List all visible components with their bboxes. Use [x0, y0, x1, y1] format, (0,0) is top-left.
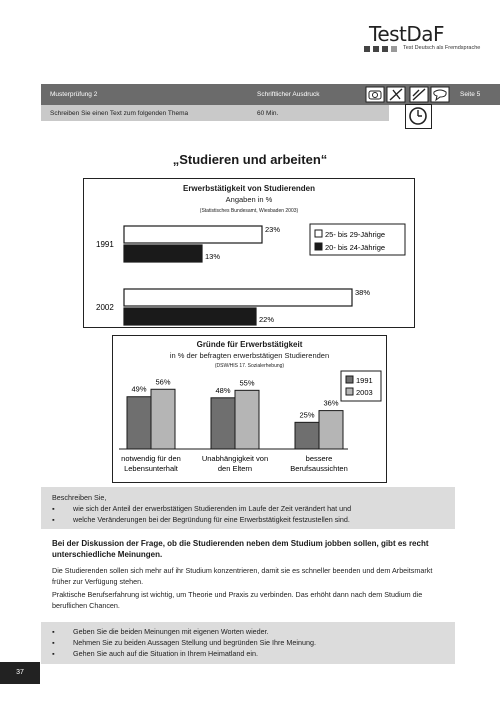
chart2-category-label: Berufsaussichten	[290, 464, 348, 473]
chart2-category-label: Lebensunterhalt	[124, 464, 178, 473]
chart2-legend-label: 2003	[356, 388, 373, 397]
chart-reasons	[112, 335, 387, 483]
chart2-title: Gründe für Erwerbstätigkeit	[196, 340, 303, 349]
chart1-legend-label: 25- bis 29-Jährige	[325, 230, 386, 239]
task1-bullet: welche Veränderungen bei der Begründung für eine Erwerbstätigkeit festzustellen sind.	[73, 515, 350, 524]
task2-bullet-marker: ▪	[52, 649, 55, 658]
chart2-source: (DSW/HIS 17. Sozialerhebung)	[214, 363, 285, 369]
chart-employment	[83, 178, 415, 328]
chart1-bar	[124, 226, 262, 243]
section-label: Schriftlicher Ausdruck	[257, 91, 320, 98]
task1-bullet: wie sich der Anteil der erwerbstätigen Studierenden im Laufe der Zeit verändert hat und	[73, 504, 352, 513]
chart1-legend-swatch	[315, 243, 322, 250]
chart1-value-label: 13%	[205, 252, 221, 261]
chart1-title: Erwerbstätigkeit von Studierenden	[182, 184, 316, 193]
chart1-bar	[124, 289, 352, 306]
chart2-subtitle: in % der befragten erwerbstätigen Studierenden	[169, 351, 330, 360]
chart1-value-label: 23%	[265, 225, 281, 234]
section-icons	[365, 86, 451, 103]
chart1-legend-swatch	[315, 230, 322, 237]
page-number: 37	[0, 662, 40, 684]
chart2-category-label: den Eltern	[217, 464, 253, 473]
chart2-plot	[113, 336, 385, 481]
chart1-value-label: 22%	[259, 315, 275, 324]
time-text: 60 Min.	[257, 110, 279, 117]
chart2-value-label: 56%	[155, 377, 171, 387]
chart2-value-label: 49%	[131, 384, 147, 394]
logo-squares	[364, 46, 397, 52]
task1-bullet-marker: ▪	[52, 504, 55, 513]
discussion-paragraph: Die Studierenden sollen sich mehr auf ihr Studium konzentrieren, damit sie es schneller beenden und dem Arbeitsmarkt früher zur Verfügung stehen.	[52, 566, 433, 586]
chart2-value-label: 55%	[239, 378, 255, 388]
chart2-bar	[295, 422, 319, 449]
chart1-bar	[124, 308, 256, 325]
chart2-bar	[127, 397, 151, 449]
chart1-source: (Statistisches Bundesamt, Wiesbaden 2003)	[199, 208, 299, 214]
chart1-value-label: 38%	[355, 288, 371, 297]
task2-bullet: Gehen Sie auch auf die Situation in Ihrem Heimatland ein.	[73, 649, 258, 658]
chart1-category-label: 1991	[96, 240, 114, 249]
chart2-bar	[235, 390, 259, 449]
task2-bullet: Nehmen Sie zu beiden Aussagen Stellung und begründen Sie Ihre Meinung.	[73, 638, 316, 647]
chart1-plot	[84, 179, 413, 326]
chart2-bar	[151, 389, 175, 449]
exam-label: Musterprüfung 2	[50, 91, 98, 98]
chart2-value-label: 36%	[323, 398, 339, 408]
page-title: „Studieren und arbeiten“	[172, 152, 328, 167]
chart2-value-label: 25%	[299, 410, 315, 420]
discussion-heading: Bei der Diskussion der Frage, ob die Studierenden neben dem Studium jobben sollen, gibt es recht unterschiedliche Meinungen.	[52, 539, 429, 559]
logo-name: TestDaF	[369, 22, 445, 46]
chart2-category-label: bessere	[305, 454, 333, 463]
logo-tagline: Test Deutsch als Fremdsprache	[403, 45, 481, 51]
chart2-category-label: notwendig für den	[121, 454, 181, 463]
chart2-category-label: Unabhängigkeit von	[201, 454, 269, 463]
task2-bullet-marker: ▪	[52, 638, 55, 647]
chart2-value-label: 48%	[215, 385, 231, 395]
chart2-legend-swatch	[346, 376, 353, 383]
chart1-subtitle: Angaben in %	[225, 195, 273, 204]
chart2-legend-label: 1991	[356, 376, 373, 385]
task2-bullet-marker: ▪	[52, 627, 55, 636]
page-label: Seite 5	[460, 91, 481, 98]
instruction-text: Schreiben Sie einen Text zum folgenden Thema	[50, 110, 189, 117]
chart2-bar	[319, 411, 343, 449]
task1-intro: Beschreiben Sie,	[52, 493, 107, 502]
chart1-legend-label: 20- bis 24-Jährige	[325, 243, 386, 252]
chart2-bar	[211, 398, 235, 449]
clock-icon	[405, 104, 432, 129]
task2-bullet: Geben Sie die beiden Meinungen mit eigenen Worten wieder.	[73, 627, 269, 636]
task1-bullet-marker: ▪	[52, 515, 55, 524]
chart1-category-label: 2002	[96, 303, 114, 312]
chart2-legend-swatch	[346, 388, 353, 395]
chart1-bar	[124, 245, 202, 262]
discussion-paragraph: Praktische Berufserfahrung ist wichtig, um Theorie und Praxis zu verbinden. Das erhöht dann nach dem Studium die beruflichen Chancen.	[52, 590, 423, 610]
